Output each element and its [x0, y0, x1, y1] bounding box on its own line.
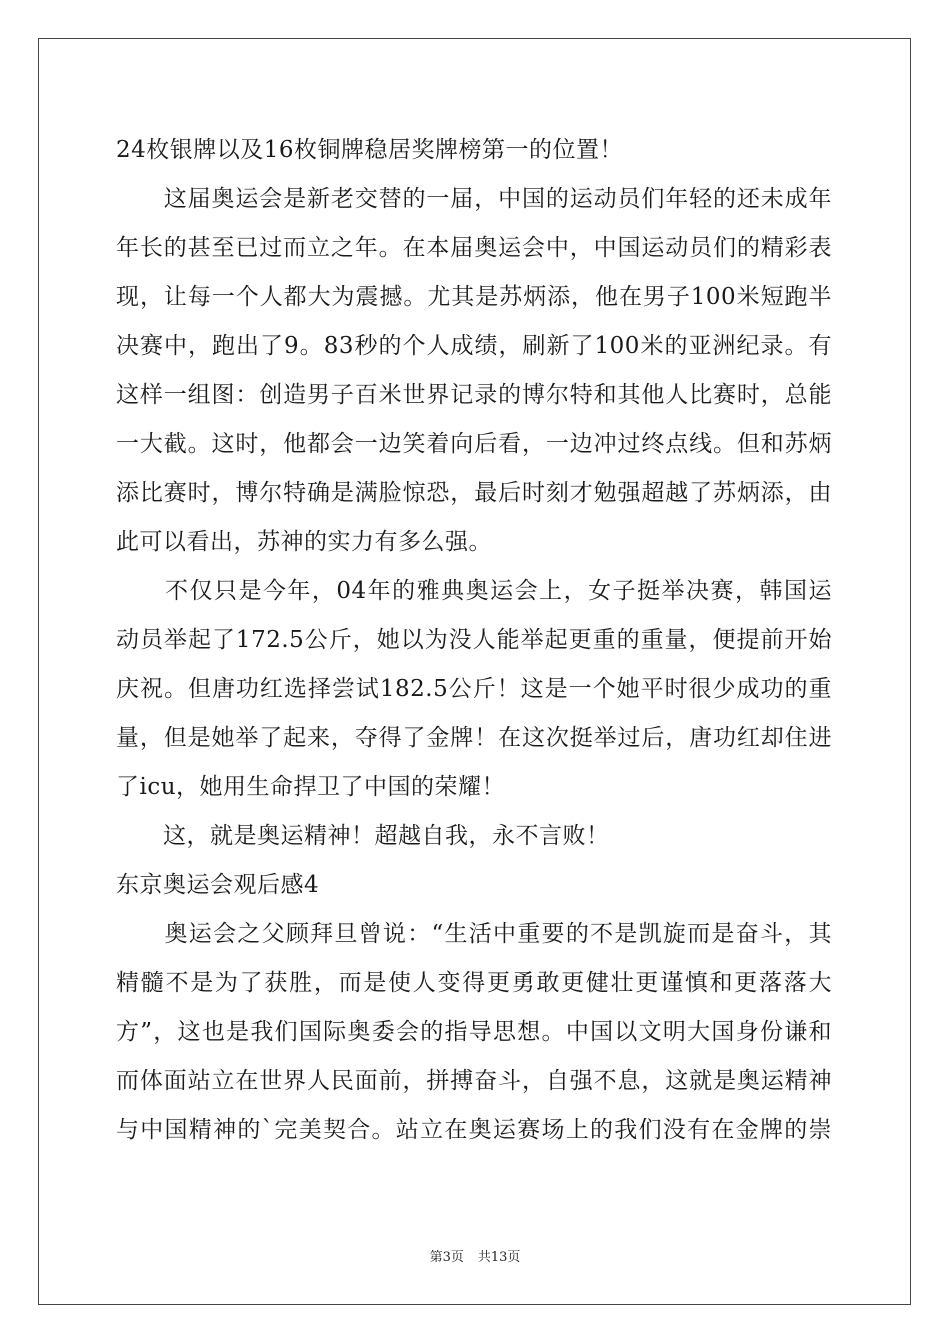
- text-line: 决赛中，跑出了9。83秒的个人成绩，刷新了100米的亚洲纪录。有: [116, 333, 832, 359]
- section-heading: 东京奥运会观后感4: [116, 872, 320, 898]
- text-line: 方”，这也是我们国际奥委会的指导思想。中国以文明大国身份谦和: [116, 1019, 832, 1045]
- text-line: 奥运会之父顾拜旦曾说：“生活中重要的不是凯旋而是奋斗，其: [116, 921, 832, 947]
- text-line: 精髓不是为了获胜，而是使人变得更勇敢更健壮更谨慎和更落落大: [116, 970, 832, 996]
- text-line: 24枚银牌以及16枚铜牌稳居奖牌榜第一的位置！: [116, 137, 624, 163]
- text-line: 不仅只是今年，04年的雅典奥运会上，女子挺举决赛，韩国运: [116, 578, 832, 604]
- text-line: 庆祝。但唐功红选择尝试182.5公斤！这是一个她平时很少成功的重: [116, 676, 832, 702]
- text-line: 而体面站立在世界人民面前，拼搏奋斗，自强不息，这就是奥运精神: [116, 1068, 832, 1094]
- page-footer: [0, 1246, 950, 1265]
- text-line: 量，但是她举了起来，夺得了金牌！在这次挺举过后，唐功红却住进: [116, 725, 832, 751]
- text-line: 动员举起了172.5公斤，她以为没人能举起更重的重量，便提前开始: [116, 627, 832, 653]
- text-line: 这届奥运会是新老交替的一届，中国的运动员们年轻的还未成年: [116, 186, 832, 212]
- text-line: 此可以看出，苏神的实力有多么强。: [116, 529, 492, 555]
- text-line: 现，让每一个人都大为震撼。尤其是苏炳添，他在男子100米短跑半: [116, 284, 832, 310]
- text-line: 了icu，她用生命捍卫了中国的荣耀！: [116, 774, 506, 800]
- text-line: 这样一组图：创造男子百米世界记录的博尔特和其他人比赛时，总能: [116, 382, 832, 408]
- page-number: 第3页: [429, 1250, 464, 1265]
- page-total: 共13页: [477, 1250, 521, 1265]
- text-line: 添比赛时，博尔特确是满脸惊恐，最后时刻才勉强超越了苏炳添，由: [116, 480, 832, 506]
- text-line: 与中国精神的`完美契合。站立在奥运赛场上的我们没有在金牌的崇: [116, 1117, 832, 1143]
- text-line: 年长的甚至已过而立之年。在本届奥运会中，中国运动员们的精彩表: [116, 235, 832, 261]
- text-line: 这，就是奥运精神！超越自我，永不言败！: [116, 823, 610, 849]
- text-line: 一大截。这时，他都会一边笑着向后看，一边冲过终点线。但和苏炳: [116, 431, 832, 457]
